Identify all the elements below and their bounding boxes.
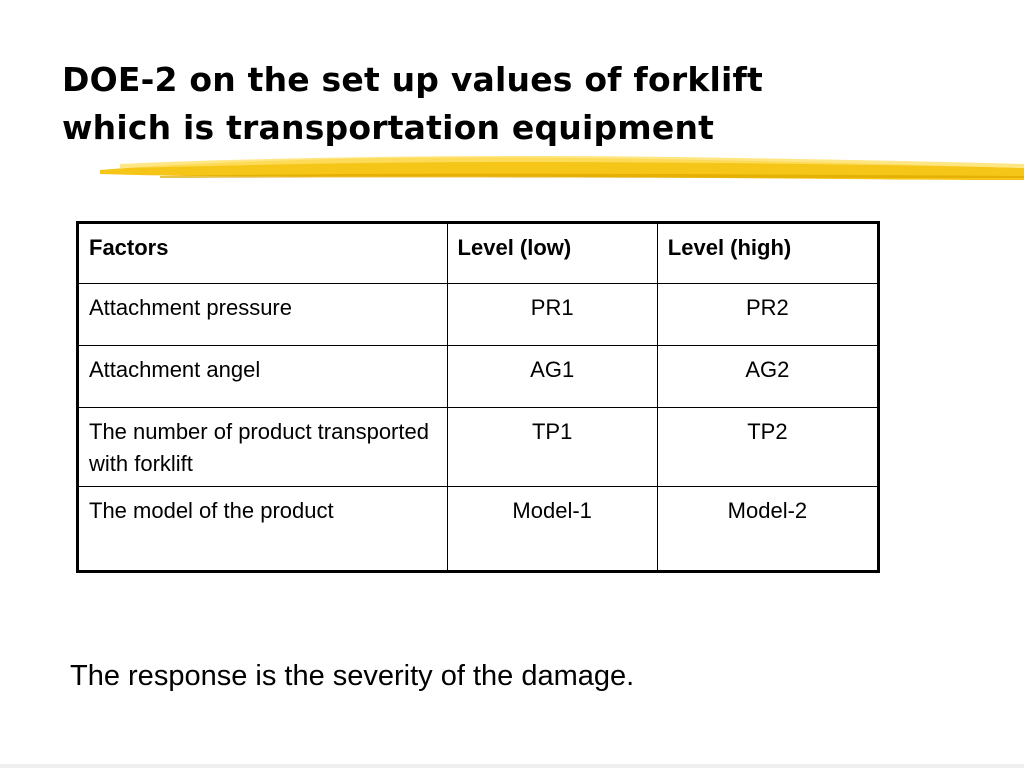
- slide-title-line-1: DOE-2 on the set up values of forklift: [62, 60, 764, 99]
- bottom-divider: [0, 764, 1024, 768]
- slide-title: [62, 56, 962, 152]
- table-row: [78, 346, 879, 408]
- cell-factor: Attachment angel: [78, 346, 448, 408]
- header-level-low: Level (low): [447, 223, 657, 284]
- cell-level-high: TP2: [657, 408, 878, 487]
- header-level-high: Level (high): [657, 223, 878, 284]
- table-row: [78, 284, 879, 346]
- response-note: The response is the severity of the damage.: [70, 660, 635, 692]
- cell-factor: Attachment pressure: [78, 284, 448, 346]
- table-row: [78, 408, 879, 487]
- cell-factor: The model of the product: [78, 487, 448, 572]
- slide-title-line-2: which is transportation equipment: [62, 108, 715, 147]
- cell-level-high: Model-2: [657, 487, 878, 572]
- title-underline-brushstroke: [100, 150, 1024, 186]
- table-header-row: [78, 223, 879, 284]
- cell-level-high: AG2: [657, 346, 878, 408]
- cell-level-low: TP1: [447, 408, 657, 487]
- header-factors: Factors: [78, 223, 448, 284]
- factors-table: [76, 221, 880, 573]
- cell-level-low: PR1: [447, 284, 657, 346]
- cell-level-low: AG1: [447, 346, 657, 408]
- table-row: [78, 487, 879, 572]
- cell-level-low: Model-1: [447, 487, 657, 572]
- cell-level-high: PR2: [657, 284, 878, 346]
- cell-factor: The number of product transported with forklift: [78, 408, 448, 487]
